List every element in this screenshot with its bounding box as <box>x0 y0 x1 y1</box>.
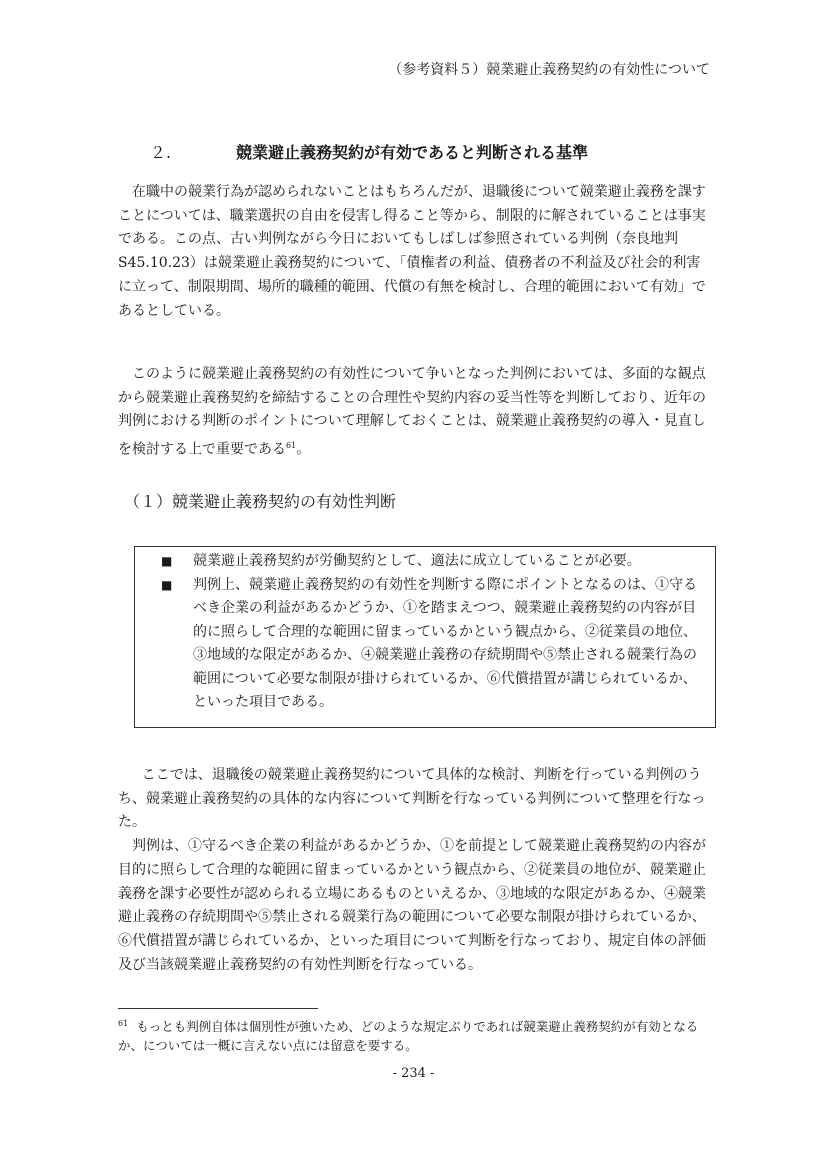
paragraph-1 <box>118 181 712 323</box>
footnote-text: もっとも判例自体は個別性が強いため、どのような規定ぶりであれば競業避止義務契約が有効となるか、については一概に言えない点には留意を要する。 <box>118 1019 699 1054</box>
summary-item <box>161 574 709 715</box>
paragraph-2-text: このように競業避止義務契約の有効性について争いとなった判例においては、多面的な観点から競業避止義務契約を締結することの合理性や契約内容の妥当性等を判断しており、近年の判例における判断のポイントについて理解しておくことは、競業避止義務契約の導入・見直しを検討する上で重要である <box>118 366 706 458</box>
paragraph-1-text: 在職中の競業行為が認められないことはもちろんだが、退職後について競業避止義務を課すことについては、職業選択の自由を侵害し得ること等から、制限的に解されていることは事実である。この点、古い判例ながら今日においてもしばしば参照されている判例（奈良地判 S45.10.23）は競業避止義務契約について、「債権者の利益、債務者の不利益及び社会的利害に立って、制限期間、場所的職種的範囲、代償の有無を検討し、合理的範囲において有効」であるとしている。 <box>118 184 706 319</box>
footnote-number: 61 <box>118 1019 129 1028</box>
square-bullet-icon: ■ <box>161 577 173 592</box>
paragraph-3 <box>118 764 712 977</box>
summary-list <box>161 550 709 715</box>
page-number: - 234 - <box>392 1066 435 1081</box>
footnote <box>118 1014 712 1055</box>
section-title: 競業避止義務契約が有効であると判断される基準 <box>236 143 589 162</box>
summary-item-text: 判例上、競業避止義務契約の有効性を判断する際にポイントとなるのは、①守るべき企業の利益があるかどうか、①を踏まえつつ、競業避止義務契約の内容が目的に照らして合理的な範囲に留まっているかという観点から、②従業員の地位、③地域的な限定があるか、④競業避止義務の存続期間や⑤禁止される競業行為の範囲について必要な制限が掛けられているか、⑥代償措置が講じられているか、といった項目である。 <box>193 576 697 710</box>
paragraph-4-text: 判例は、①守るべき企業の利益があるかどうか、①を前提として競業避止義務契約の内容が目的に照らして合理的な範囲に留まっているかという観点から、②従業員の地位が、競業避止義務を課す必要性が認められる立場にあるものといえるか、③地域的な限定があるか、④競業避止義務の存続期間や⑤禁止される競業行為の範囲について必要な制限が掛けられているか、⑥代償措置が講じられているか、といった項目について判断を行なっており、規定自体の評価及び当該競業避止義務契約の有効性判断を行なっている。 <box>118 838 706 973</box>
paragraph-2 <box>118 363 712 462</box>
summary-box <box>134 546 716 728</box>
summary-item <box>161 550 709 574</box>
document-header: （参考資料５）競業避止義務契約の有効性について <box>388 62 710 78</box>
section-heading <box>150 140 588 163</box>
paragraph-2-end: 。 <box>296 441 311 458</box>
summary-item-text: 競業避止義務契約が労働契約として、適法に成立していることが必要。 <box>193 553 641 569</box>
square-bullet-icon: ■ <box>161 554 173 568</box>
subsection-heading: （１）競業避止義務契約の有効性判断 <box>124 492 397 511</box>
footnote-reference[interactable]: 61 <box>286 441 297 451</box>
section-number: ２. <box>150 143 172 162</box>
paragraph-3-text: ここでは、退職後の競業避止義務契約について具体的な検討、判断を行っている判例のうち、競業避止義務契約の具体的な内容について判断を行なっている判例について整理を行なった。 <box>118 767 706 831</box>
footnote-divider <box>118 1008 318 1009</box>
